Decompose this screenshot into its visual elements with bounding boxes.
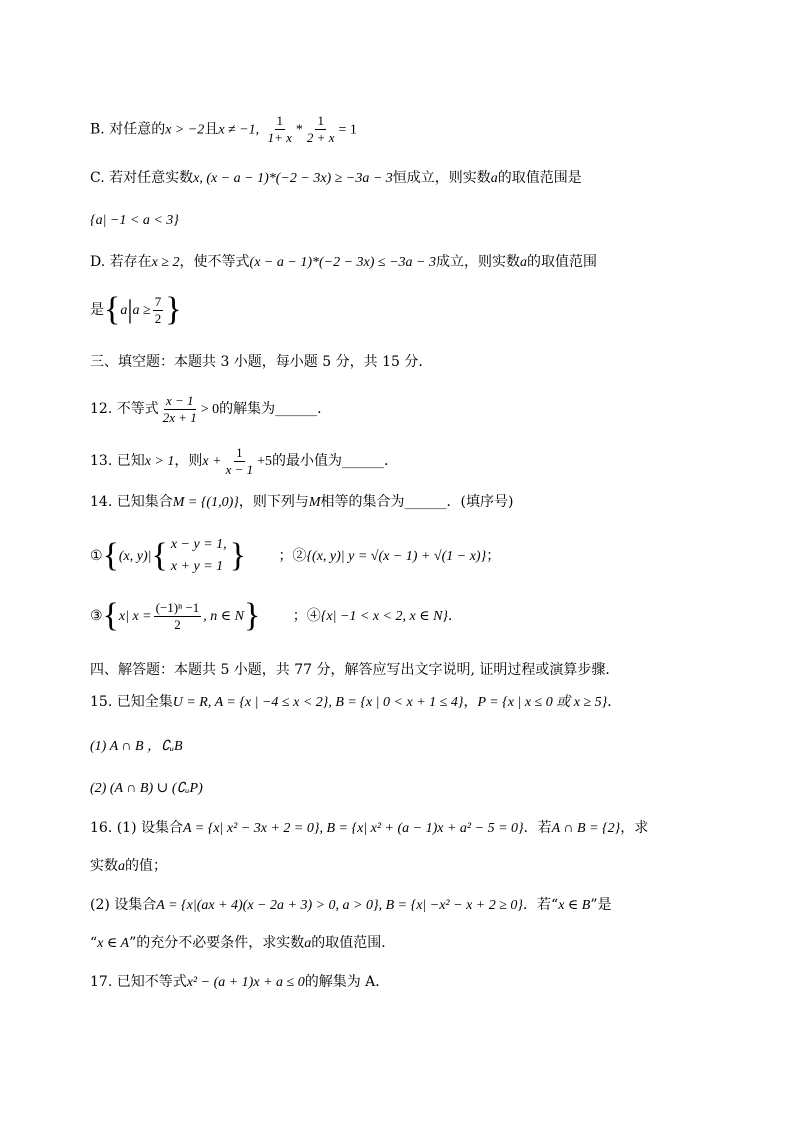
section-4-heading: 四、解答题：本题共 5 小题，共 77 分，解答应写出文字说明, 证明过程或演算步骤． bbox=[90, 662, 620, 678]
question-16: 16. (1) 设集合A = {x| x² − 3x + 2 = 0}, B = {x| x² + (a − 1)x + a² − 5 = 0}．若A ∩ B = {2}，求 bbox=[90, 820, 649, 836]
fraction: $\frac{\text{(−1)ⁿ −1}}{2}$ bbox=[155, 599, 200, 632]
fraction: $\frac{1}{1+ x}$ bbox=[267, 113, 292, 145]
option-c: C. 若对任意实数x, (x − a − 1)*(−2 − 3x) ≥ −3a − 3恒成立，则实数a的取值范围是 bbox=[90, 170, 582, 186]
equation-system: x − y = 1, x + y = 1 bbox=[170, 537, 227, 574]
section-3-heading: 三、填空题：本题共 3 小题，每小题 5 分，共 15 分． bbox=[90, 354, 433, 370]
option-d-answer: 是{a|a ≥ $\frac{7}{2}$ } bbox=[90, 291, 182, 328]
question-14-options-1: ①{(x, y)|{ x − y = 1, x + y = 1 } ；②{(x, y)| y = √(x − 1) + √(1 − x)}； bbox=[90, 532, 500, 581]
question-13: 13. 已知x > 1，则x + $\frac{1}{x - 1}$ +5的最小值为______． bbox=[90, 444, 399, 477]
question-17: 17. 已知不等式x² − (a + 1)x + a ≤ 0的解集为 A． bbox=[90, 974, 390, 990]
fraction: $\frac{1}{x - 1}$ bbox=[225, 444, 254, 477]
question-16-part-2: (2) 设集合A = {x|(ax + 4)(x − 2a + 3) > 0, a > 0}, B = {x| −x² − x + 2 ≥ 0}．若“x ∈ B”是 bbox=[90, 897, 612, 913]
option-c-answer: {a| −1 < a < 3} bbox=[90, 213, 179, 228]
question-14-options-2: ③{x| x = $\frac{\text{(−1)ⁿ −1}}{2}$ , n ∈ N} ；④{x| −1 < x < 2, x ∈ N}． bbox=[90, 597, 463, 634]
question-14: 14. 已知集合M = {(1,0)}，则下列与M相等的集合为______．(填序号) bbox=[90, 494, 514, 510]
question-15-part-2: (2) (A ∩ B) ∪ (∁ᵤP) bbox=[90, 781, 203, 796]
fraction: $\frac{x - 1}{2x + 1}$ bbox=[162, 392, 197, 425]
question-15: 15. 已知全集U = R, A = {x | −4 ≤ x < 2}, B = {x | 0 < x + 1 ≤ 4}，P = {x | x ≤ 0 或 x ≥ 5}． bbox=[90, 694, 622, 710]
question-15-part-1: (1) A ∩ B ，∁ᵤB bbox=[90, 739, 183, 754]
option-b: B. 对任意的x > −2且x ≠ −1, $\frac{1}{1+ x}$ * $\frac{1}{2 + x}$ = 1 bbox=[90, 113, 357, 145]
question-16-line-2: 实数a的值； bbox=[90, 858, 167, 874]
option-d: D. 若存在x ≥ 2，使不等式(x − a − 1)*(−2 − 3x) ≤ −3a − 3成立，则实数a的取值范围 bbox=[90, 254, 597, 270]
question-16-part-2-line-2: “x ∈ A”的充分不必要条件，求实数a的取值范围． bbox=[90, 935, 396, 951]
fraction: $\frac{1}{2 + x}$ bbox=[306, 113, 335, 145]
question-12: 12. 不等式 $\frac{x - 1}{2x + 1}$ > 0的解集为______． bbox=[90, 392, 332, 425]
fraction: $\frac{7}{2}$ bbox=[154, 293, 162, 326]
